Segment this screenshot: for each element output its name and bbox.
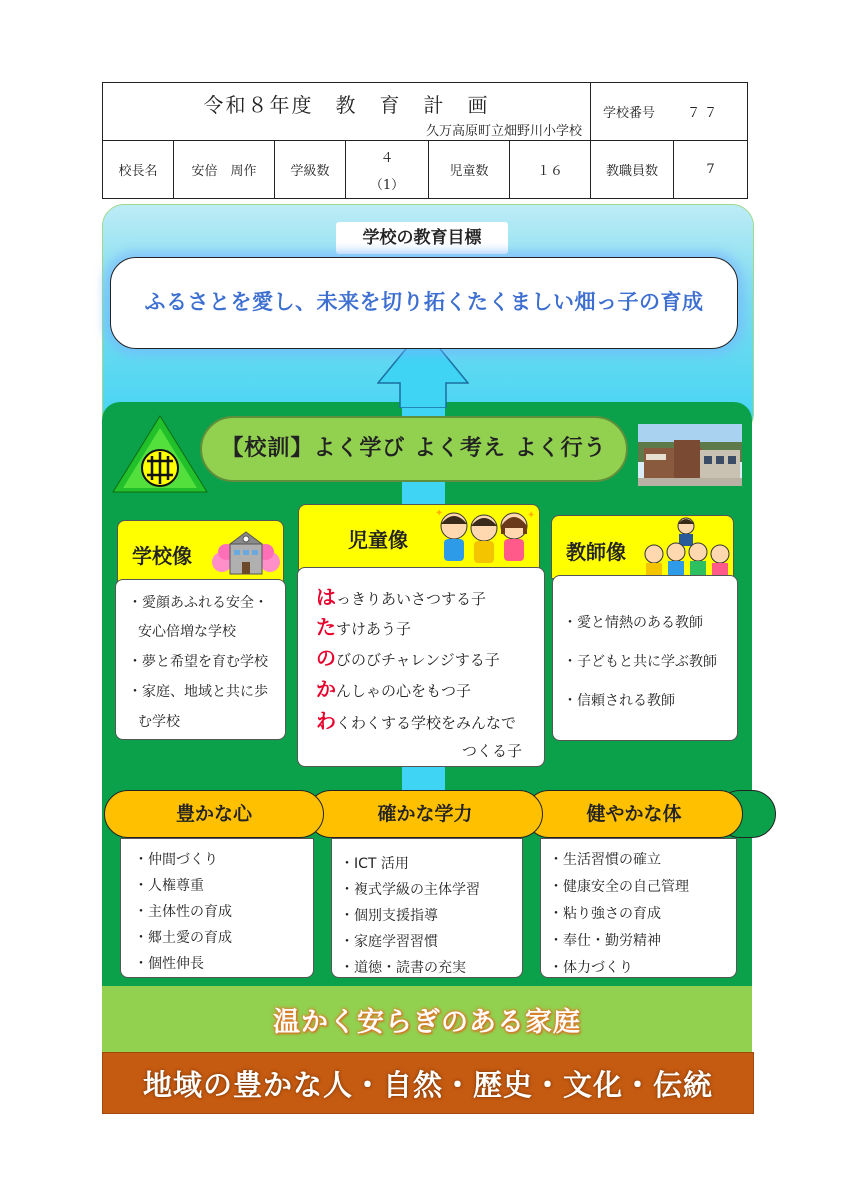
principal-name: 安倍 周作: [174, 141, 275, 199]
pill-healthy-body: 健やかな体: [525, 790, 743, 838]
list-item: ・健康安全の自己管理: [549, 879, 689, 895]
line-text: っきりあいさつする子: [336, 590, 487, 608]
plan-title: 令和８年度 教 育 計 画: [203, 92, 490, 117]
teachers-illustration: [640, 516, 732, 576]
initial: か: [316, 677, 336, 701]
list-item: ・生活習慣の確立: [549, 852, 661, 868]
pill-solid-academics: 確かな学力: [307, 790, 543, 838]
class-count: ４: [380, 150, 394, 166]
motto: 【校訓】よく学び よく考え よく行う: [200, 416, 628, 482]
school-number-label: 学校番号: [603, 106, 656, 121]
plan-title-cell: [103, 83, 591, 141]
child-line-last: つくる子: [462, 742, 523, 760]
list-item: ・主体性の育成: [134, 904, 232, 920]
list-item: ・愛と情熱のある教師: [563, 615, 703, 631]
class-count-cell: [346, 141, 429, 199]
goal-text: ふるさとを愛し、未来を切り拓くたくましい畑っ子の育成: [110, 257, 738, 349]
pill-rich-heart: 豊かな心: [104, 790, 324, 838]
class-count-label: 学級数: [275, 141, 346, 199]
child-line-4: [316, 673, 471, 702]
school-crest-icon: [111, 414, 209, 496]
list-item: ・個性伸長: [134, 956, 204, 972]
list-item: ・郷土愛の育成: [134, 930, 232, 946]
community-text: 地域の豊かな人・自然・歴史・文化・伝統: [142, 1068, 713, 1102]
initial: わ: [316, 709, 336, 733]
list-item: ・人権尊重: [134, 878, 204, 894]
line-text: んしゃの心をもつ子: [336, 682, 472, 700]
school-number: ７７: [687, 106, 722, 121]
school-name: 久万高原町立畑野川小学校: [425, 123, 582, 139]
child-line-3: [316, 642, 500, 671]
family-text: 温かく安らぎのある家庭: [273, 1007, 581, 1038]
goal-label: 学校の教育目標: [336, 222, 508, 254]
list-item: 安心倍増な学校: [138, 624, 236, 640]
list-item: ・信頼される教師: [563, 693, 675, 709]
student-count-label: 児童数: [429, 141, 510, 199]
child-line-2: [316, 611, 411, 640]
teacher-image-title: 教師像: [566, 540, 626, 564]
child-line-5: [316, 705, 516, 734]
school-number-cell: [591, 83, 748, 141]
staff-count: 7: [674, 141, 748, 199]
list-item: ・体力づくり: [549, 960, 633, 976]
svg-text:✦: ✦: [527, 510, 536, 521]
children-illustration: [432, 506, 538, 568]
list-item: ・子どもと共に学ぶ教師: [563, 654, 717, 670]
initial: た: [316, 615, 336, 639]
list-item: ・家庭学習習慣: [340, 934, 438, 950]
list-item: ・愛顔あふれる安全・: [128, 595, 268, 611]
list-item: ・道徳・読書の充実: [340, 960, 466, 976]
school-image-title: 学校像: [132, 544, 192, 568]
child-image-title: 児童像: [348, 528, 408, 552]
student-count: １６: [510, 141, 591, 199]
school-building-photo: [638, 424, 742, 486]
initial: の: [316, 646, 336, 670]
initial: は: [316, 585, 336, 609]
list-item: ・奉仕・勤労精神: [549, 933, 661, 949]
list-item: ・家庭、地域と共に歩: [128, 684, 268, 700]
list-item: む学校: [138, 714, 180, 730]
list-item: ・複式学級の主体学習: [340, 882, 480, 898]
school-building-illustration: [212, 524, 280, 578]
child-line-1: [316, 581, 486, 610]
list-item: ・仲間づくり: [134, 852, 218, 868]
line-text: すけあう子: [336, 620, 412, 638]
principal-label: 校長名: [103, 141, 174, 199]
svg-text:✦: ✦: [435, 508, 444, 519]
class-count-sub: （1）: [369, 177, 405, 193]
list-item: ・個別支援指導: [340, 908, 438, 924]
list-item: ・夢と希望を育む学校: [128, 654, 268, 670]
line-text: びのびチャレンジする子: [336, 651, 500, 669]
list-item: ・粘り強さの育成: [549, 906, 661, 922]
header-table: [102, 82, 748, 199]
staff-count-label: 教職員数: [591, 141, 674, 199]
list-item: ・ICT 活用: [340, 856, 409, 872]
line-text: くわくする学校をみんなで: [336, 714, 517, 732]
